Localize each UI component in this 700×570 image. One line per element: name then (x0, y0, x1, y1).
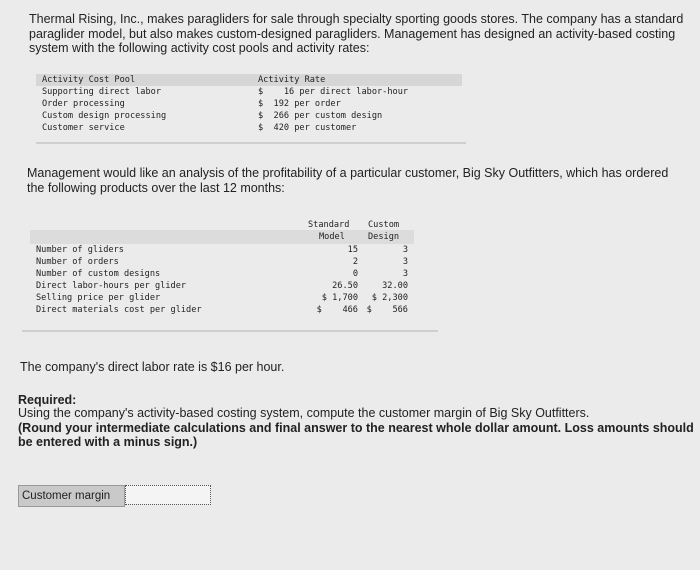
customer-margin-row (18, 485, 212, 507)
labor-rate-text: The company's direct labor rate is $16 per hour. (20, 360, 285, 374)
custom-value: $ 2,300 (371, 293, 408, 303)
standard-value: $ 1,700 (321, 293, 358, 303)
standard-value: 2 (352, 257, 358, 267)
activity-cost-table (36, 74, 462, 138)
custom-value: 3 (402, 269, 408, 279)
products-table (30, 220, 414, 330)
activity-pool-header: Activity Cost Pool (42, 75, 136, 85)
table-divider (36, 142, 466, 144)
activity-rate-cell: $ 420 per customer (258, 123, 357, 133)
custom-value: 3 (402, 257, 408, 267)
table-divider (22, 330, 438, 332)
custom-header-sub: Design (368, 232, 400, 242)
activity-pool-cell: Customer service (42, 123, 125, 133)
required-text: Using the company's activity-based costing system, compute the customer margin of Big Sky Outfitters. (18, 406, 590, 420)
product-row-label: Number of gliders (36, 245, 124, 255)
product-row-label: Selling price per glider (36, 293, 161, 303)
rounding-instructions: (Round your intermediate calculations and final answer to the nearest whole dollar amount. Loss amounts should be entered with a minus sign.) (18, 420, 694, 449)
activity-rate-cell: $ 192 per order (258, 99, 341, 109)
standard-value: 15 (347, 245, 358, 255)
product-row-label: Direct labor-hours per glider (36, 281, 187, 291)
standard-value: 26.50 (332, 281, 358, 291)
custom-value: 3 (402, 245, 408, 255)
product-row-label: Number of orders (36, 257, 119, 267)
activity-rate-cell: $ 16 per direct labor-hour (258, 87, 409, 97)
product-row-label: Direct materials cost per glider (36, 305, 202, 315)
customer-margin-input[interactable] (125, 485, 211, 505)
activity-pool-cell: Custom design processing (42, 111, 167, 121)
activity-rate-cell: $ 266 per custom design (258, 111, 383, 121)
product-row-label: Number of custom designs (36, 269, 161, 279)
standard-value: 0 (352, 269, 358, 279)
required-heading: Required: (18, 393, 77, 407)
custom-header: Custom (368, 220, 400, 230)
standard-header: Standard (308, 220, 350, 230)
activity-pool-cell: Supporting direct labor (42, 87, 161, 97)
activity-rate-header: Activity Rate (258, 75, 326, 85)
management-paragraph: Management would like an analysis of the profitability of a particular customer, Big Sky Outfitters, which has ordered the following products over the last 12 months: (27, 166, 669, 195)
required-instructions (18, 406, 698, 450)
custom-value: $ 566 (366, 305, 408, 315)
standard-header-sub: Model (319, 232, 345, 242)
standard-value: $ 466 (316, 305, 358, 315)
intro-paragraph: Thermal Rising, Inc., makes paragliders for sale through specialty sporting goods stores. The company has a standard paraglider model, but also makes custom-designed paragliders. Management has designed an activity-based costing system with the following activity cost pools and activity rates: (29, 12, 684, 55)
products-table-header (30, 230, 414, 244)
activity-pool-cell: Order processing (42, 99, 125, 109)
custom-value: 32.00 (382, 281, 408, 291)
customer-margin-label: Customer margin (18, 485, 125, 507)
